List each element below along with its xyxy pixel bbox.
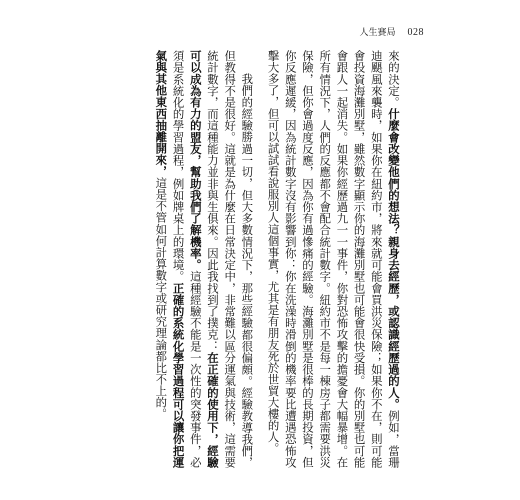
bold-text-run: 正確的系統化學習過程可以讓你把運氣與其他東西抽離開來， xyxy=(154,50,186,468)
text-run: 我們的經驗勝過一切，但大多數情況下，那些經驗都很偏頗。經驗教導我們，但教得不是很好。這就是為什麼在日常決定中，非常難以區分運氣與技術，這需要統計數字，而這種能力並非與生俱來。因此我找到了撲克： xyxy=(205,50,255,468)
page-number: 028 xyxy=(407,27,424,38)
text-run: 這是不管如何計算數字或研究理論都比不上的。 xyxy=(154,177,169,420)
paragraph xyxy=(264,50,402,468)
text-run: 來的決定。 xyxy=(387,50,401,109)
book-title: 人生賽局 xyxy=(359,28,396,38)
bold-text-run: 什麼會改變他們的想法？親身去經歷，或認識經歷過的人。 xyxy=(387,108,401,410)
running-header xyxy=(359,25,424,38)
text-run: 例如，當珊迪颶風來襲時，如果你在紐約市，將來就可能會買洪災保險；如果你不在，則可能會投資海灘別墅，雖然數字顯示你的海灘別墅也可能會很快受損。你的別墅也可能會跟人一起消失。如果你經歷過九一一事件，你對恐怖攻擊的擔憂會大幅暴增。在所有情況下，人們的反應都不會配合統計數字。紐約市不是每一棟房子都需要洪災保險，但你會過度反應，因為你有過慘痛的經驗。海灘別墅是很棒的長期投資，但你反應遲緩，因為統計數字沒有影響到你：你在洗澡時滑倒的機率要比遭遇恐怖攻擊大多了，但可以試試看說服別人這個事實，尤其是有朋友死於世貿大樓的人。 xyxy=(266,50,401,468)
paragraph xyxy=(152,50,255,468)
bold-text-run: 在正確的使用下，經驗可以成為有力的盟友，幫助我們了解機率。 xyxy=(188,50,220,468)
paragraph-gap xyxy=(255,50,264,468)
text-run: 這種經驗不能是一次性的突發事件，必須是系統化的學習過程，例如牌桌上的環境。 xyxy=(171,50,203,468)
body-text xyxy=(82,50,402,468)
